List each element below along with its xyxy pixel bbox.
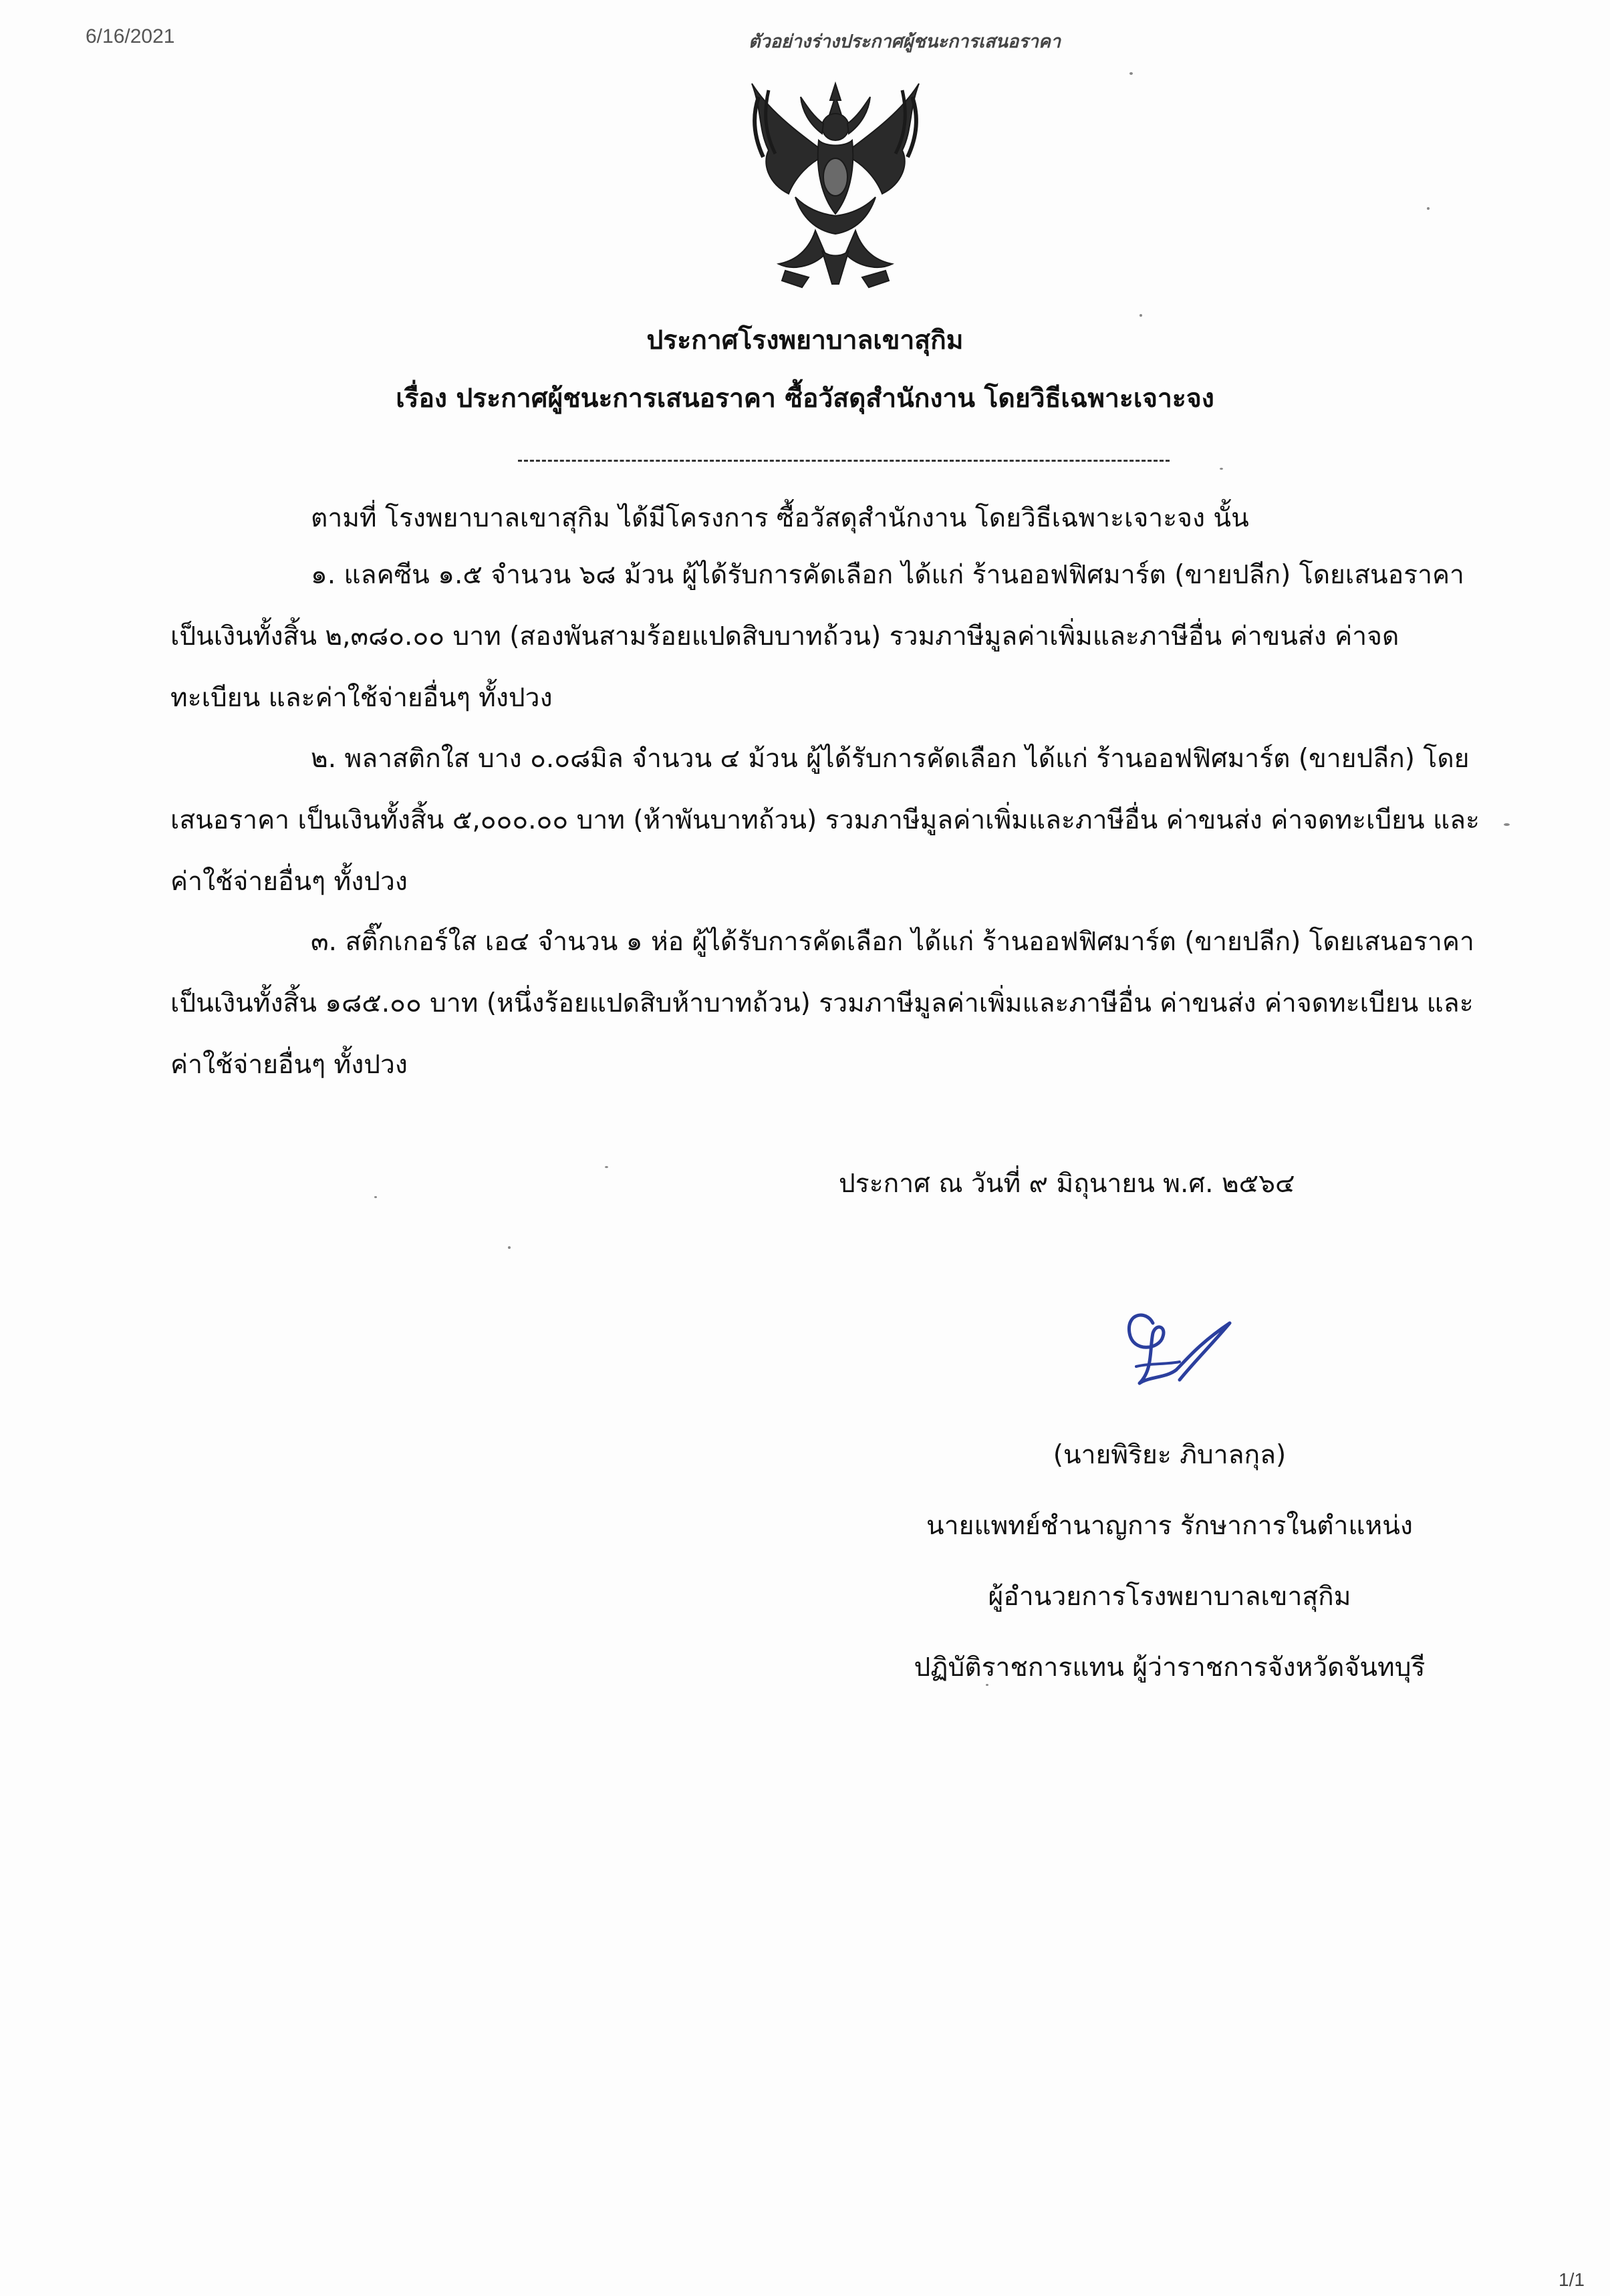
divider-line — [518, 460, 1170, 462]
item-text-1: ๑. แลคซีน ๑.๕ จำนวน ๖๘ ม้วน ผู้ได้รับการคัดเลือก ได้แก่ ร้านออฟฟิศมาร์ต (ขายปลีก) โดยเสนอราคา เป็นเงินทั้งสิ้น ๒,๓๘๐.๐๐ บาท (สองพันสามร้อยแปดสิบบาทถ้วน) รวมภาษีมูลค่าเพิ่มและภาษีอื่น ค่าขนส่ง ค่าจดทะเบียน และค่าใช้จ่ายอื่นๆ ทั้งปวง — [170, 560, 1464, 713]
intro-paragraph — [170, 488, 1480, 549]
document-organization: ประกาศโรงพยาบาลเขาสุกิม — [646, 325, 964, 355]
scan-speck — [986, 1684, 988, 1686]
signatory-position-3: ปฏิบัติราชการแทน ผู้ว่าราชการจังหวัดจันทบุรี — [914, 1653, 1426, 1683]
item-text-2: ๒. พลาสติกใส บาง ๐.๐๘มิล จำนวน ๔ ม้วน ผู้ได้รับการคัดเลือก ได้แก่ ร้านออฟฟิศมาร์ต (ขายปลีก) โดยเสนอราคา เป็นเงินทั้งสิ้น ๕,๐๐๐.๐๐ บาท (ห้าพันบาทถ้วน) รวมภาษีมูลค่าเพิ่มและภาษีอื่น ค่าขนส่ง ค่าจดทะเบียน และค่าใช้จ่ายอื่นๆ ทั้งปวง — [170, 744, 1480, 897]
item-paragraph-1 — [170, 545, 1480, 729]
print-title: ตัวอย่างร่างประกาศผู้ชนะการเสนอราคา — [749, 31, 1061, 52]
scan-speck — [605, 1166, 608, 1168]
garuda-emblem-icon — [722, 70, 949, 297]
scan-speck — [374, 1196, 377, 1198]
scan-speck — [1139, 314, 1142, 317]
scan-speck — [1129, 72, 1133, 75]
signature-icon — [1113, 1296, 1266, 1397]
scan-speck — [1220, 468, 1223, 470]
document-subject: เรื่อง ประกาศผู้ชนะการเสนอราคา ซื้อวัสดุสำนักงาน โดยวิธีเฉพาะเจาะจง — [396, 384, 1214, 414]
signatory-name: (นายพิริยะ ภิบาลกุล) — [1053, 1440, 1287, 1470]
signatory-position-2: ผู้อำนวยการโรงพยาบาลเขาสุกิม — [988, 1582, 1351, 1612]
item-text-3: ๓. สติ๊กเกอร์ใส เอ๔ จำนวน ๑ ห่อ ผู้ได้รับการคัดเลือก ได้แก่ ร้านออฟฟิศมาร์ต (ขายปลีก) โดยเสนอราคา เป็นเงินทั้งสิ้น ๑๘๕.๐๐ บาท (หนึ่งร้อยแปดสิบห้าบาทถ้วน) รวมภาษีมูลค่าเพิ่มและภาษีอื่น ค่าขนส่ง ค่าจดทะเบียน และค่าใช้จ่ายอื่นๆ ทั้งปวง — [170, 927, 1474, 1080]
intro-text: ตามที่ โรงพยาบาลเขาสุกิม ได้มีโครงการ ซื้อวัสดุสำนักงาน โดยวิธีเฉพาะเจาะจง นั้น — [311, 503, 1249, 533]
announce-date: ประกาศ ณ วันที่ ๙ มิถุนายน พ.ศ. ๒๕๖๔ — [839, 1169, 1295, 1199]
item-paragraph-3 — [170, 911, 1480, 1096]
scan-speck — [1427, 207, 1430, 210]
signatory-block — [835, 1420, 1504, 1703]
scan-speck — [1504, 823, 1510, 826]
print-date: 6/16/2021 — [86, 25, 175, 47]
page-number: 1/1 — [1559, 2269, 1585, 2290]
signatory-position-1: นายแพทย์ชำนาญการ รักษาการในตำแหน่ง — [926, 1511, 1413, 1541]
scan-speck — [508, 1246, 511, 1249]
item-paragraph-2 — [170, 728, 1480, 913]
